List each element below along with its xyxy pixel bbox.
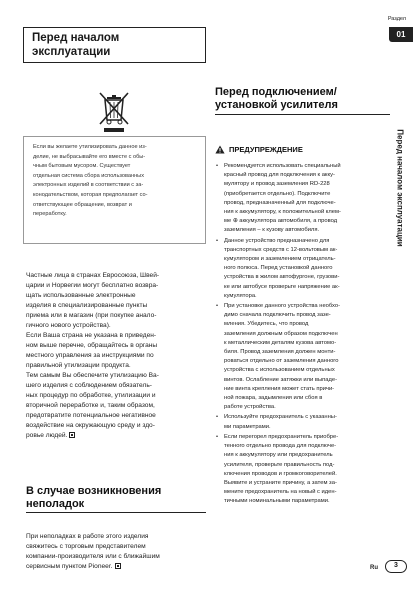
text-line: царии и Норвегии могут бесплатно возвра- [26,282,159,289]
connection-heading-line2: установкой усилителя [215,99,338,111]
text-line: компании-производителя или с ближайшим [26,553,160,560]
warning-bullet-list [215,162,393,508]
text-line: вторичной переработке и, таким образом, [26,402,155,409]
text-line: При неполадках в работе этого изделия [26,533,149,540]
warning-triangle-icon [215,145,225,154]
note-line: конодательством, которая предполагает со- [33,191,148,198]
bullet-text-line: • Данное устройство предназначено для [224,237,330,244]
side-section-label: Перед началом эксплуатации [395,129,405,247]
bullet-text-line: роваться отдельно от заземления данного [224,358,339,365]
bullet-text-line: к металлическим деталям кузова автомо- [224,339,337,346]
repair-heading-line2: неполадок [26,498,85,510]
text-line: ном выше перечне, обращайтесь в органы [26,342,158,349]
bullet-text-line: димо сначала подключить провод зазе- [224,312,331,319]
bullet-text-line: усилителя, проверьте правильность под- [224,461,335,468]
bullet-text-line: • Если перегорел предохранитель приобре- [224,433,339,440]
bullet-text-line: мления. Убедитесь, что провод [224,321,309,328]
text-line: воздействие на окружающую среду и здо- [26,422,155,429]
text-line: шего изделия с соблюдением обязатель- [26,382,152,389]
bullet-text-line: Выявите и устраните причину, а затем за- [224,479,337,486]
recycle-bin-icon [94,88,134,134]
note-line: Если вы желаете утилизировать данное из- [33,144,147,150]
repair-heading-line1: В случае возникновения [26,485,162,497]
bullet-text-line: транспортных средств с 12-вольтовым ак- [224,246,338,253]
text-line: гичного нового устройства). [26,322,111,329]
bullet-text-line: работе устройства. [224,404,276,411]
bullet-text-line: ми параметрами. [224,423,271,430]
text-line: Если Ваша страна не указана в приведен- [26,332,157,339]
note-line: переработку. [33,211,67,218]
note-line: делие, не выбрасывайте его вместе с обы- [33,153,146,160]
text-line [26,562,206,572]
text-line: изделия в специализированные пункты [26,302,148,309]
bullet-text-line: заземления – к кузову автомобиля. [224,227,320,234]
bullet-text-line: • Используйте предохранитель с указанны- [224,414,337,421]
section-label: Раздел [387,16,406,22]
text-line [26,431,206,441]
text-line-end: ровье людей. [26,432,68,439]
heading-divider [26,512,206,513]
bullet-text-line: устройства с использованием отдельных [224,367,335,374]
text-line: Тем самым Вы обеспечите утилизацию Ва- [26,372,159,379]
bullet-text-line: красный провод для подключения к акку- [224,172,335,179]
connection-heading [215,86,390,112]
bullet-text-line: ние винта крепления может стать причи- [224,385,335,392]
bullet-text-line: кумулятором и заземлением отрицатель- [224,256,336,263]
bullet-text-line: ния к аккумулятору, к положительной клем- [224,209,341,216]
bullet-text-line: кумулятора. [224,292,257,299]
text-line: местного управления за инструкциями по [26,352,154,359]
text-line: свяжитесь с торговым представителем [26,543,146,550]
note-line: электронных изделий в соответствии с за- [33,182,144,189]
connection-heading-line1: Перед подключением/ [215,86,337,98]
bullet-text-line: винтов. Ослабление затяжки или выпаде- [224,376,338,383]
bullet-text-line: ключения проводов и громкоговорителей. [224,470,337,477]
bullet-text-line: (приобретается отдельно). Подключите [224,190,331,197]
warning-bullet-item [215,413,393,431]
bullet-text-line: ме ⊕ аккумулятора автомобиля, а провод [224,218,338,225]
repair-paragraph [26,532,206,572]
bullet-text-line: ния к аккумулятору или предохранитель [224,452,333,459]
heading-divider [215,114,390,115]
bullet-text-line: тенного отдельно провода для подключе- [224,443,337,450]
disposal-note-box [23,136,206,244]
page-number: 3 [385,560,407,573]
bullet-text-line: • При установке данного устройства необхо- [224,303,341,310]
warning-header [215,145,303,154]
note-line: чным бытовым мусором. Существует [33,163,131,170]
disposal-paragraph [26,271,206,441]
text-line: приема или в магазин (при покупке анало- [26,312,157,319]
page-title-line2: эксплуатации [32,46,111,58]
bullet-text-line: устройства в жилом автофургоне, грузови- [224,274,340,281]
bullet-text-line: • Рекомендуется использовать специальный [224,163,341,169]
bullet-text-line: ной пожара, задымления или сбоя в [224,395,323,402]
warning-bullet-item [215,433,393,507]
note-line: отдельная система сбора использованных [33,172,144,179]
language-code: Ru [370,565,378,571]
text-line: правильной утилизации продукта. [26,362,131,369]
page-title-line1: Перед началом [32,32,120,44]
text-line: ных процедур по обработке, утилизации и [26,392,156,399]
section-number-tab: 01 [389,27,413,42]
note-line: ответствующее обращение, возврат и [33,201,132,208]
page-title-box [23,27,206,63]
text-line-end: сервисным пунктом Pioneer. [26,563,113,570]
text-line: Частные лица в странах Евросоюза, Швей- [26,272,160,279]
bullet-text-line: ного полюса. Перед установкой данного [224,265,333,272]
section-end-icon [115,563,121,569]
bullet-text-line: заземления должным образом подключен [224,330,338,337]
text-line: щать использованные электронные [26,292,136,299]
text-line: предотвратите потенциальное негативное [26,412,156,419]
bullet-text-line: мените предохранитель на новый с иден- [224,489,337,496]
warning-bullet-item [215,162,393,236]
bullet-text-line: мулятору и провод заземления RD-228 [224,181,330,188]
warning-bullet-item [215,302,393,412]
warning-bullet-item [215,237,393,301]
bullet-text-line: биля. Провод заземления должен монти- [224,349,336,356]
warning-label: ПРЕДУПРЕЖДЕНИЕ [229,145,303,154]
bullet-text-line: тичными номинальными параметрами. [224,498,330,505]
repair-heading [26,485,206,511]
bullet-text-line: ке или автобусе проверьте напряжение ак- [224,283,340,290]
bullet-text-line: провод, предназначенный для подключе- [224,199,336,206]
section-end-icon [69,432,75,438]
